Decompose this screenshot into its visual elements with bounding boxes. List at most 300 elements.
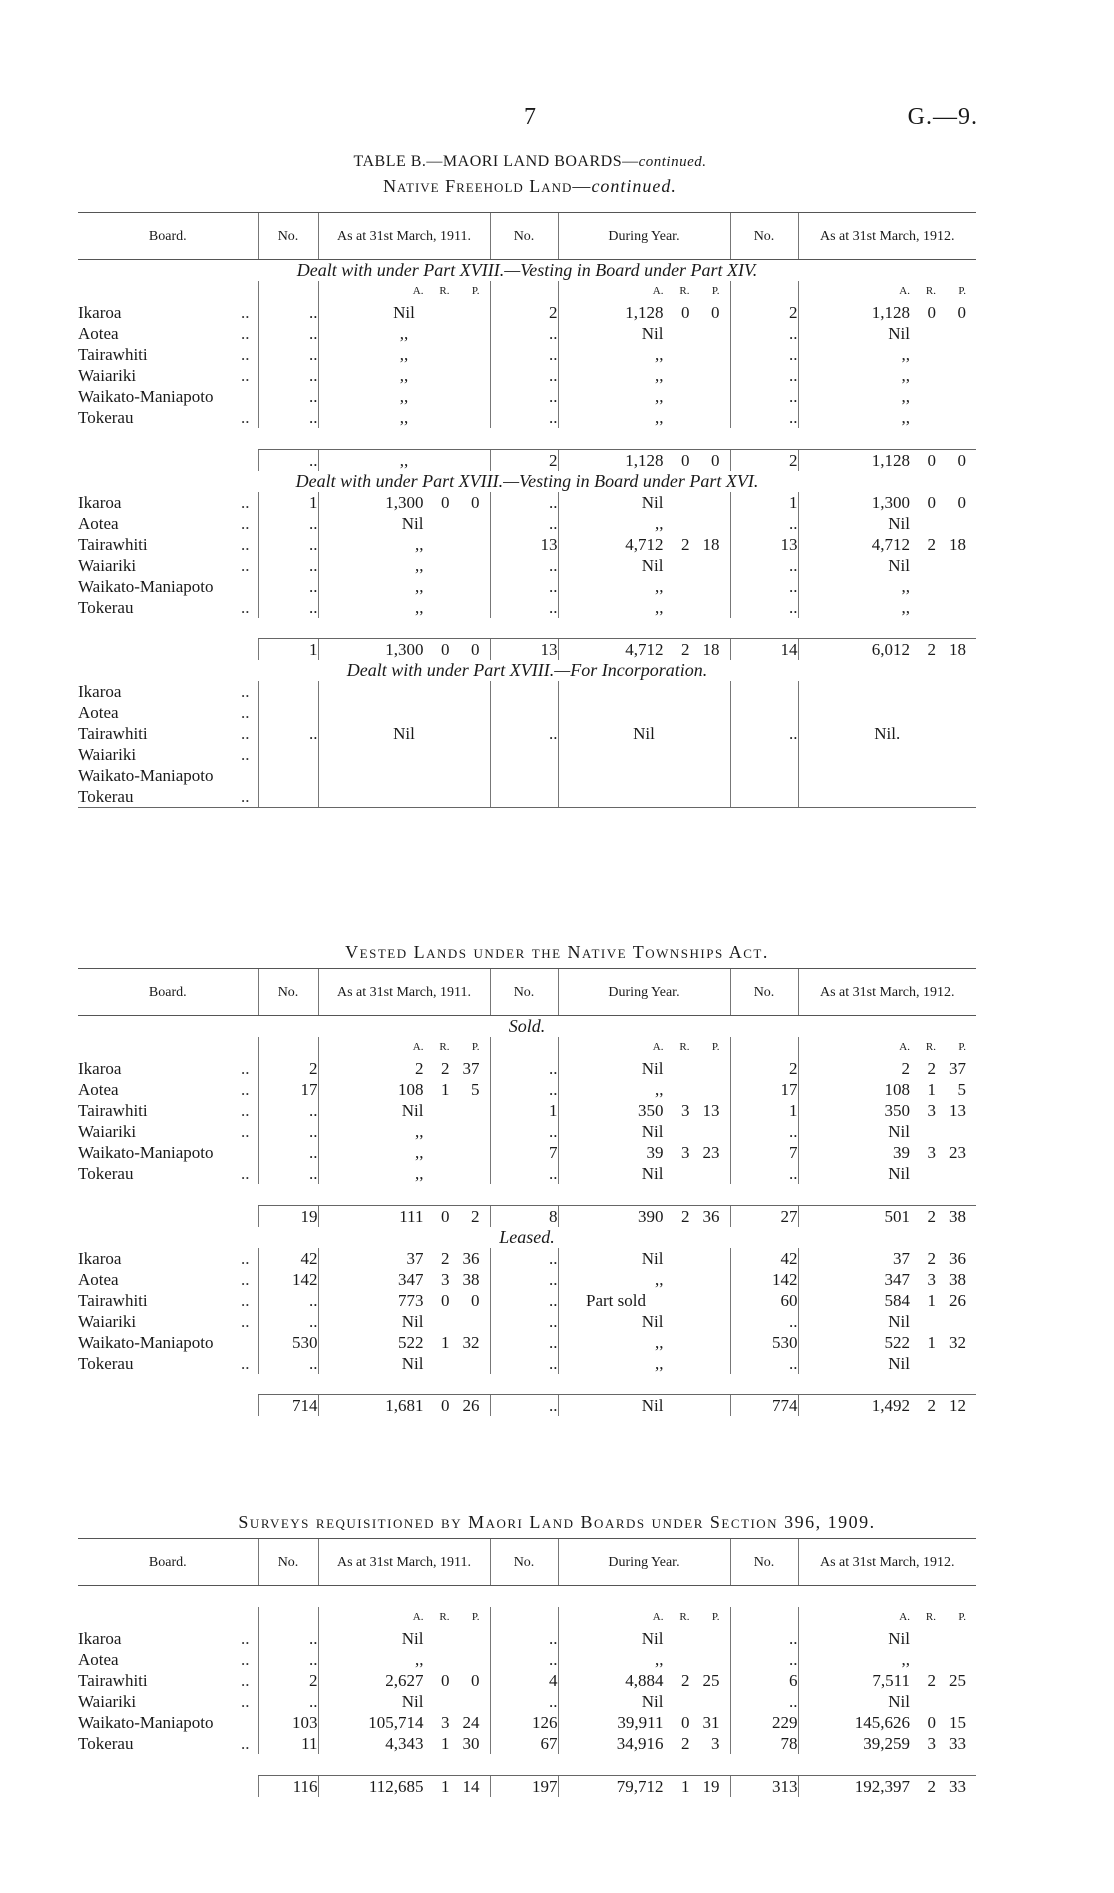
no-1911: .. [258, 344, 318, 365]
area-cell [798, 534, 976, 555]
acres-value: 1,128 [871, 303, 910, 322]
table-row [78, 1290, 976, 1311]
acres-value: Nil [401, 1101, 424, 1120]
area-cell [558, 449, 730, 471]
area-cell [318, 1733, 490, 1754]
perches-value: 36 [949, 1248, 966, 1268]
subsection-label-row [78, 1227, 976, 1248]
roods-value: 2 [441, 1059, 450, 1078]
perches-value: 19 [702, 1776, 720, 1796]
unit-a: A. [652, 1611, 664, 1623]
board-name: Waiariki [78, 555, 137, 575]
acres-value: Nil [888, 1353, 910, 1373]
board-name-cell [78, 534, 258, 555]
units-cell [258, 281, 318, 302]
leader-dots: .. [241, 1248, 250, 1268]
roods-value: 2 [927, 1396, 936, 1415]
board-name: Tairawhiti [78, 724, 148, 743]
leader-dots: .. [241, 303, 250, 322]
perches-value: 18 [702, 640, 720, 659]
acres-value: 773 [398, 1290, 424, 1310]
no-during: .. [490, 1353, 558, 1374]
surveys-title: Surveys requisitioned by Maori Land Boards under Section 396, 1909. [238, 1512, 876, 1532]
area-cell [798, 1395, 976, 1417]
table-row [78, 1628, 976, 1649]
table-row [78, 492, 976, 513]
no-1911: .. [258, 323, 318, 344]
leader-dots: .. [241, 366, 250, 385]
table-row [78, 386, 976, 407]
no-1911: .. [258, 576, 318, 597]
board-name-cell [78, 1353, 258, 1374]
perches-value: 0 [711, 450, 720, 470]
no-during: .. [490, 1332, 558, 1353]
board-name: Tokerau [78, 1164, 134, 1183]
acres-value: 584 [884, 1290, 910, 1310]
roods-value: 0 [441, 640, 450, 659]
no-during: 7 [490, 1142, 558, 1163]
area-cell [798, 1269, 976, 1290]
area-cell [318, 1058, 490, 1079]
leader-dots: .. [241, 555, 250, 575]
leader-dots: .. [241, 513, 250, 533]
s3-value-1912 [798, 765, 976, 786]
s3-value-1911 [318, 681, 490, 702]
total-label [78, 639, 258, 661]
area-cell [318, 1395, 490, 1417]
no-1912: 78 [730, 1733, 798, 1754]
unit-p: P. [958, 1041, 966, 1053]
area-cell [798, 1311, 976, 1332]
perches-value: 15 [949, 1713, 966, 1732]
no-1911: .. [258, 302, 318, 323]
board-name: Tokerau [78, 1353, 134, 1373]
area-cell [798, 323, 976, 344]
area-cell [318, 1079, 490, 1100]
title-continued: continued. [638, 154, 707, 170]
no-1911: .. [258, 407, 318, 428]
unit-a: A. [412, 285, 424, 297]
area-cell [798, 1353, 976, 1374]
s3-no-during [490, 786, 558, 808]
roods-value: 0 [441, 492, 450, 512]
no-during: 67 [490, 1733, 558, 1754]
perches-value: 5 [957, 1080, 966, 1099]
board-name: Tairawhiti [78, 1671, 148, 1690]
perches-value: 33 [949, 1776, 966, 1796]
roods-value: 3 [927, 1269, 936, 1289]
area-cell [798, 1079, 976, 1100]
board-name-cell [78, 744, 258, 765]
area-cell [798, 1733, 976, 1754]
board-name-cell [78, 1670, 258, 1691]
acres-value: 37 [893, 1248, 910, 1268]
area-cell [558, 1691, 730, 1712]
gap-row [78, 428, 976, 449]
board-name: Waikato-Maniapoto [78, 1143, 214, 1162]
no-during: .. [490, 1079, 558, 1100]
area-cell [798, 386, 976, 407]
value-1911: ,, [318, 386, 490, 407]
no-1911: 2 [258, 1670, 318, 1691]
header-during: During Year. [558, 1539, 730, 1586]
acres-value: ,, [901, 576, 910, 596]
acres-value: 1,300 [385, 492, 424, 512]
no-during: .. [490, 323, 558, 344]
roods-value: 1 [441, 1734, 450, 1753]
no-during: .. [490, 1248, 558, 1269]
perches-value: 0 [471, 1290, 480, 1310]
unit-a: A. [412, 1041, 424, 1053]
board-name: Tairawhiti [78, 534, 148, 554]
units-spacer [78, 281, 258, 302]
area-cell [798, 639, 976, 661]
spacer-row [78, 1586, 976, 1608]
area-cell [558, 1670, 730, 1691]
no-1912: .. [730, 386, 798, 407]
board-name-cell [78, 1332, 258, 1353]
area-cell [798, 302, 976, 323]
area-cell [558, 1775, 730, 1797]
board-name: Waiariki [78, 745, 137, 764]
area-cell [558, 1100, 730, 1121]
s3-no-1911 [258, 702, 318, 723]
area-cell [558, 1649, 730, 1670]
board-name: Aotea [78, 1650, 119, 1669]
gap-row [78, 808, 976, 830]
section-subtitle: Dealt with under Part XVIII.—For Incorporation. [346, 660, 708, 680]
acres-value: ,, [901, 387, 910, 406]
acres-value: Nil [401, 1311, 424, 1331]
no-1911: .. [258, 1163, 318, 1184]
s3-no-1911 [258, 744, 318, 765]
no-during: 4 [490, 1670, 558, 1691]
no-1911: .. [258, 1100, 318, 1121]
no-during: .. [490, 1121, 558, 1142]
header-no-1911: No. [258, 213, 318, 260]
board-name-cell [78, 1733, 258, 1754]
no-1911: .. [258, 1121, 318, 1142]
units-cell [730, 1607, 798, 1628]
acres-value: Nil [888, 1629, 910, 1648]
section3-subtitle-row [78, 660, 976, 681]
s3-value-1912 [798, 786, 976, 808]
perches-value: 23 [702, 1143, 720, 1162]
leader-dots: .. [241, 682, 250, 701]
roods-value: 0 [927, 303, 936, 322]
area-cell [798, 1775, 976, 1797]
no-1912: 530 [730, 1332, 798, 1353]
vested-lands-title: Vested Lands under the Native Townships Act. [345, 942, 769, 962]
acres-value: 4,712 [625, 640, 664, 659]
table-row [78, 555, 976, 576]
units-cell [798, 281, 976, 302]
roods-value: 1 [927, 1290, 936, 1310]
area-cell [318, 1332, 490, 1353]
acres-value: ,, [901, 1650, 910, 1669]
table-row [78, 1733, 976, 1754]
acres-value: ,, [655, 576, 664, 596]
header-as-1912: As at 31st March, 1912. [798, 969, 976, 1016]
area-cell [798, 1100, 976, 1121]
acres-value: Nil [641, 1059, 664, 1078]
area-cell [798, 1332, 976, 1353]
no-during: .. [490, 597, 558, 618]
leader-dots: .. [241, 1650, 250, 1669]
area-cell [558, 1712, 730, 1733]
header-no-1912: No. [730, 1539, 798, 1586]
unit-p: P. [471, 285, 480, 297]
board-name-cell [78, 723, 258, 744]
perches-value: 36 [462, 1248, 480, 1268]
acres-value: ,, [415, 555, 424, 575]
roods-value: 2 [927, 1059, 936, 1078]
area-cell [558, 1395, 730, 1417]
board-name: Aotea [78, 324, 119, 343]
board-name: Tokerau [78, 787, 134, 806]
acres-value: ,, [901, 366, 910, 385]
acres-value: 111 [399, 1206, 424, 1226]
s3-value-during [558, 681, 730, 702]
acres-value: Nil [401, 1353, 424, 1373]
s3-no-1911 [258, 681, 318, 702]
perches-value: 14 [462, 1776, 480, 1796]
roods-value: 2 [927, 1206, 936, 1226]
area-cell [318, 1205, 490, 1227]
value-1911: ,, [318, 323, 490, 344]
board-name: Tokerau [78, 408, 134, 427]
leader-dots: .. [241, 787, 250, 806]
no-1912: 42 [730, 1248, 798, 1269]
perches-value: 13 [702, 1101, 720, 1120]
no-1912: .. [730, 323, 798, 344]
board-name-cell [78, 681, 258, 702]
acres-value: ,, [655, 513, 664, 533]
section2-subtitle-row [78, 471, 976, 492]
acres-value: 105,714 [368, 1713, 424, 1732]
no-during: .. [490, 1058, 558, 1079]
area-cell [558, 1733, 730, 1754]
area-cell [798, 1649, 976, 1670]
acres-value: 4,712 [625, 534, 664, 554]
header-during: During Year. [558, 969, 730, 1016]
s3-no-during [490, 744, 558, 765]
s3-no-during: .. [490, 723, 558, 744]
no-1912: .. [730, 1163, 798, 1184]
roods-value: 3 [927, 1101, 936, 1120]
area-cell [318, 1290, 490, 1311]
acres-value: Nil [401, 1629, 424, 1648]
no-during: 8 [490, 1205, 558, 1227]
area-cell [558, 1628, 730, 1649]
area-cell [318, 534, 490, 555]
s3-value-1912 [798, 744, 976, 765]
table-row [78, 1269, 976, 1290]
no-during: .. [490, 365, 558, 386]
acres-value: ,, [415, 1164, 424, 1183]
board-name-cell [78, 492, 258, 513]
no-during: .. [490, 407, 558, 428]
s3-no-during [490, 681, 558, 702]
units-cell [490, 281, 558, 302]
total-label [78, 1205, 258, 1227]
s3-no-during [490, 765, 558, 786]
roods-value: 2 [681, 534, 690, 554]
no-1912: 142 [730, 1269, 798, 1290]
area-cell [318, 1775, 490, 1797]
board-name-cell [78, 702, 258, 723]
section2-body [78, 471, 976, 661]
board-name: Waikato-Maniapoto [78, 1332, 214, 1352]
board-name-cell [78, 1100, 258, 1121]
table-row [78, 1712, 976, 1733]
acres-value: ,, [901, 408, 910, 427]
no-1912: .. [730, 576, 798, 597]
section3-body [78, 660, 976, 829]
s3-no-1912 [730, 681, 798, 702]
area-cell [558, 1058, 730, 1079]
no-1912: .. [730, 555, 798, 576]
area-cell [318, 1248, 490, 1269]
acres-value: Nil [641, 1311, 664, 1331]
table-header-row [78, 969, 976, 1016]
table-row [78, 365, 976, 386]
acres-value: Nil [888, 1164, 910, 1183]
gap-row [78, 1754, 976, 1775]
surveys-body [78, 1586, 976, 1797]
area-cell [318, 576, 490, 597]
unit-a: A. [412, 1611, 424, 1623]
area-cell [318, 1311, 490, 1332]
no-1912: .. [730, 407, 798, 428]
acres-value: 390 [638, 1206, 664, 1226]
no-during: 1 [490, 1100, 558, 1121]
perches-value: 25 [949, 1671, 966, 1690]
leader-dots: .. [241, 1080, 250, 1099]
acres-value: ,, [655, 1332, 664, 1352]
area-cell [558, 513, 730, 534]
area-cell [558, 534, 730, 555]
acres-value: 1,128 [625, 450, 664, 470]
s3-no-1911 [258, 765, 318, 786]
board-name: Waiariki [78, 1311, 137, 1331]
roods-value: 2 [681, 1671, 690, 1690]
area-cell [558, 1163, 730, 1184]
units-cell [490, 1037, 558, 1058]
perches-value: 32 [462, 1332, 480, 1352]
board-name: Ikaroa [78, 492, 122, 512]
table-row [78, 1100, 976, 1121]
area-cell [558, 639, 730, 661]
acres-value: ,, [415, 1122, 424, 1141]
no-1912: .. [730, 1353, 798, 1374]
header-as-1911: As at 31st March, 1911. [318, 969, 490, 1016]
board-name-cell [78, 1142, 258, 1163]
no-during: .. [490, 1163, 558, 1184]
perches-value: 2 [471, 1206, 480, 1226]
board-name: Ikaroa [78, 1059, 122, 1078]
unit-r: R. [439, 285, 450, 297]
total-no-1911: .. [258, 449, 318, 471]
table-row [78, 1163, 976, 1184]
table-row [78, 1670, 976, 1691]
acres-value: ,, [655, 597, 664, 617]
units-cell [730, 281, 798, 302]
board-name-cell [78, 1163, 258, 1184]
table-row [78, 302, 976, 323]
header-as-1912: As at 31st March, 1912. [798, 1539, 976, 1586]
perches-value: 26 [949, 1290, 966, 1310]
no-1911: .. [258, 1142, 318, 1163]
no-1911: .. [258, 386, 318, 407]
page-reference: G.—9. [907, 104, 978, 130]
board-name-cell [78, 386, 258, 407]
board-name-cell [78, 597, 258, 618]
roods-value: 2 [927, 534, 936, 554]
board-name: Tairawhiti [78, 345, 148, 364]
board-name-cell [78, 1649, 258, 1670]
s3-value-1912 [798, 702, 976, 723]
units-cell [318, 1037, 490, 1058]
board-name-cell [78, 407, 258, 428]
s3-value-during [558, 765, 730, 786]
leader-dots: .. [241, 1101, 250, 1120]
area-cell [558, 555, 730, 576]
leader-dots: .. [241, 1629, 250, 1648]
roods-value: 3 [681, 1101, 690, 1120]
unit-r: R. [925, 1041, 936, 1053]
board-name: Waiariki [78, 1692, 137, 1711]
area-cell [798, 555, 976, 576]
area-cell [318, 1628, 490, 1649]
area-cell [558, 1079, 730, 1100]
no-1911: 11 [258, 1733, 318, 1754]
value-1911: ,, [318, 365, 490, 386]
acres-value: ,, [655, 408, 664, 427]
perches-value: 0 [711, 303, 720, 322]
section1-body [78, 260, 976, 471]
table-row [78, 323, 976, 344]
acres-value: 1,492 [871, 1396, 910, 1415]
no-1911: .. [258, 365, 318, 386]
no-1912: 2 [730, 1058, 798, 1079]
section-subtitle: Dealt with under Part XVIII.—Vesting in Board under Part XIV. [296, 260, 758, 280]
acres-value: Nil [641, 1692, 664, 1711]
no-1912: 14 [730, 639, 798, 661]
header-no-1911: No. [258, 969, 318, 1016]
perches-value: 5 [471, 1080, 480, 1099]
acres-value: ,, [655, 387, 664, 406]
acres-value: 79,712 [616, 1776, 664, 1796]
leader-dots: .. [241, 1290, 250, 1310]
no-during: .. [490, 1649, 558, 1670]
roods-value: 3 [681, 1143, 690, 1162]
acres-value: 4,712 [871, 534, 910, 554]
board-name-cell [78, 1058, 258, 1079]
area-cell [798, 344, 976, 365]
section-subtitle: Leased. [499, 1226, 555, 1247]
area-cell [318, 1100, 490, 1121]
area-cell [318, 513, 490, 534]
value-1911: Nil [318, 302, 490, 323]
leader-dots: .. [241, 1269, 250, 1289]
acres-value: 2,627 [385, 1671, 424, 1690]
unit-p: P. [711, 285, 720, 297]
acres-value: ,, [901, 345, 910, 364]
acres-value: ,, [655, 1269, 664, 1289]
leader-dots: .. [241, 1164, 250, 1183]
table-row [78, 407, 976, 428]
